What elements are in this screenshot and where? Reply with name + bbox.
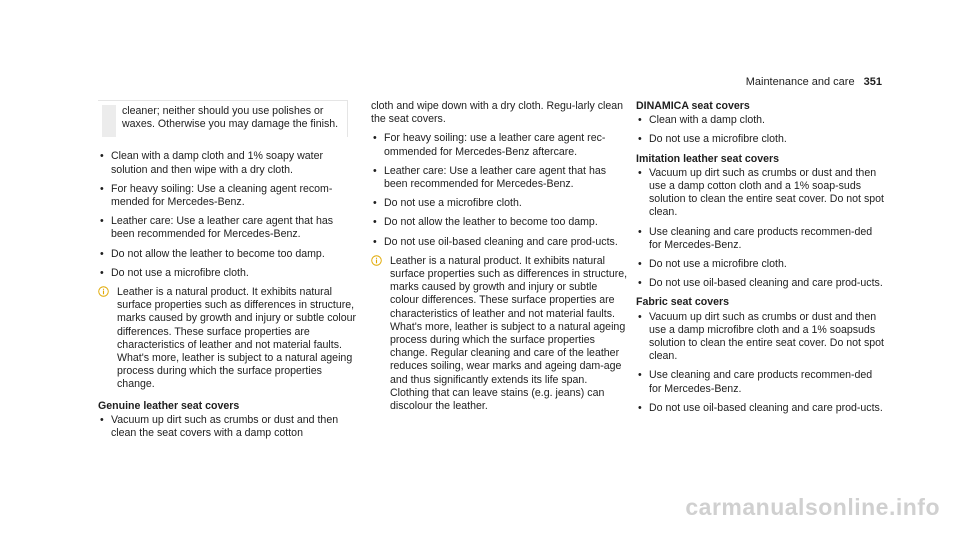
list-item: • Vacuum up dirt such as crumbs or dust and then use a damp microfibre cloth and a 1% soapsuds solution to clean the entire seat cover. Do not spot clean. bbox=[638, 310, 884, 363]
column-2 bbox=[371, 100, 629, 421]
note-text: Leather is a natural product. It exhibits natural surface properties such as differences in structure, marks caused by growth and injury or subtle colour differences. These surface properties are characteristics of leather and not material faults. What's more, leather is subject to a natural ageing process during which the surface properties change. Regular cleaning and care of the leather reduces soiling, wear marks and ageing dam‐age and thus significantly extends its life span. Clothing that can leave stains (e.g. jeans) can discolour the leather. bbox=[390, 254, 628, 413]
bullet-icon: • bbox=[100, 266, 104, 279]
genuine-leather-heading: Genuine leather seat covers bbox=[98, 399, 240, 412]
list-item: • Do not allow the leather to become too damp. bbox=[100, 247, 325, 260]
continuation-text: cloth and wipe down with a dry cloth. Regu‐larly clean the seat covers. bbox=[371, 100, 624, 126]
continuation-bar bbox=[102, 105, 116, 137]
dinamica-list bbox=[636, 114, 886, 146]
bullet-icon: • bbox=[638, 401, 642, 414]
genuine-leather-list bbox=[98, 414, 358, 440]
list-item: • Vacuum up dirt such as crumbs or dust and then use a damp cotton cloth and a 1% soap‐suds solution to clean the entire seat cover. Do not spot clean. bbox=[638, 166, 884, 219]
list-item: • Do not use oil-based cleaning and care prod‐ucts. bbox=[638, 277, 883, 290]
list-item: • Do not use oil-based cleaning and care prod‐ucts. bbox=[638, 401, 883, 414]
bullet-icon: • bbox=[373, 216, 377, 229]
list-item: • Leather care: Use a leather care agent that has been recommended for Mercedes-Benz. bbox=[373, 164, 607, 191]
bullet-icon: • bbox=[638, 114, 642, 127]
continuation-box bbox=[98, 100, 348, 137]
page-header bbox=[746, 76, 882, 88]
bullet-icon: • bbox=[373, 164, 377, 177]
bullet-icon: • bbox=[638, 166, 642, 179]
list-item: • Do not use oil-based cleaning and care prod‐ucts. bbox=[373, 235, 618, 248]
bullet-icon: • bbox=[638, 258, 642, 271]
bullet-icon: • bbox=[638, 310, 642, 323]
note-text: Leather is a natural product. It exhibits natural surface properties such as differences in structure, marks caused by growth and injury or subtle colour differences. These surface properties are characteristics of leather and not material faults. What's more, leather is subject to a natural ageing process during which the surface properties change. bbox=[117, 286, 357, 391]
list-item: • Clean with a damp cloth. bbox=[638, 114, 766, 127]
section-title: Maintenance and care bbox=[745, 76, 855, 88]
note-block bbox=[371, 255, 629, 413]
bullet-icon: • bbox=[100, 215, 104, 228]
column-1 bbox=[98, 100, 358, 446]
fabric-list bbox=[636, 311, 886, 415]
bullet-icon: • bbox=[638, 133, 642, 146]
list-item: • Do not allow the leather to become too damp. bbox=[373, 216, 598, 229]
bullet-icon: • bbox=[100, 150, 104, 163]
bullet-icon: • bbox=[373, 197, 377, 210]
care-list bbox=[371, 132, 629, 248]
imitation-leather-list bbox=[636, 167, 886, 291]
bullet-icon: • bbox=[638, 277, 642, 290]
bullet-icon: • bbox=[100, 413, 104, 426]
care-list bbox=[98, 150, 358, 280]
list-item: • For heavy soiling: use a leather care agent rec‐ommended for Mercedes-Benz aftercare. bbox=[373, 132, 606, 158]
dinamica-heading: DINAMICA seat covers bbox=[636, 100, 750, 112]
bullet-icon: • bbox=[638, 369, 642, 382]
bullet-icon: • bbox=[100, 247, 104, 260]
list-item: • Use cleaning and care products recommen‐ded for Mercedes-Benz. bbox=[638, 369, 873, 395]
bullet-icon: • bbox=[373, 235, 377, 248]
list-item: • Clean with a damp cloth and 1% soapy water solution and then wipe with a dry cloth. bbox=[100, 150, 323, 176]
list-item: • Do not use a microfibre cloth. bbox=[373, 197, 522, 210]
list-item: • Vacuum up dirt such as crumbs or dust and then clean the seat covers with a damp cotton bbox=[100, 413, 339, 440]
bullet-icon: • bbox=[100, 182, 104, 195]
continuation-text: cleaner; neither should you use polishes or waxes. Otherwise you may damage the finish. bbox=[122, 105, 339, 131]
list-item: • Do not use a microfibre cloth. bbox=[638, 258, 787, 271]
fabric-section bbox=[636, 296, 886, 415]
imitation-leather-heading: Imitation leather seat covers bbox=[636, 152, 780, 165]
list-item: • Leather care: Use a leather care agent that has been recommended for Mercedes-Benz. bbox=[100, 215, 334, 241]
imitation-leather-section bbox=[636, 153, 886, 291]
info-icon bbox=[371, 255, 382, 266]
bullet-icon: • bbox=[638, 225, 642, 238]
dinamica-section bbox=[636, 100, 886, 147]
list-item: • For heavy soiling: Use a cleaning agent recom‐mended for Mercedes-Benz. bbox=[100, 182, 333, 209]
bullet-icon: • bbox=[373, 132, 377, 145]
info-icon bbox=[98, 286, 109, 297]
column-3 bbox=[636, 100, 886, 421]
note-block bbox=[98, 286, 358, 392]
watermark: carmanualsonline.info bbox=[685, 494, 940, 520]
list-item: • Do not use a microfibre cloth. bbox=[100, 266, 249, 279]
list-item: • Do not use a microfibre cloth. bbox=[638, 133, 787, 146]
page-number: 351 bbox=[863, 76, 882, 88]
fabric-heading: Fabric seat covers bbox=[636, 296, 730, 309]
list-item: • Use cleaning and care products recommen‐ded for Mercedes-Benz. bbox=[638, 225, 873, 251]
